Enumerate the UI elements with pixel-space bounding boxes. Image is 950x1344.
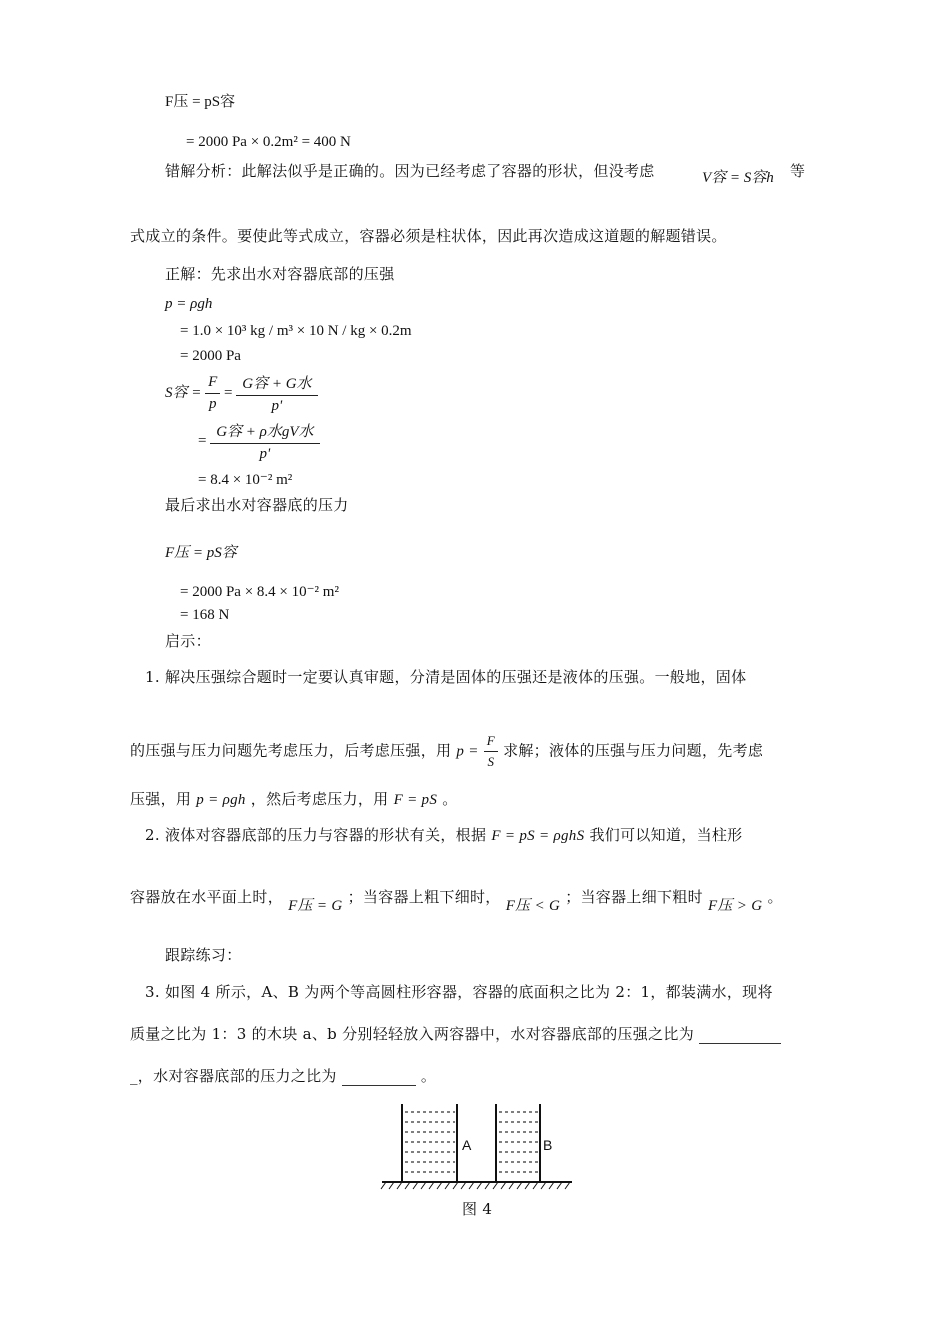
eq-area-3: = 8.4 × 10⁻² m² — [198, 472, 293, 488]
eq-force-2: = 2000 Pa × 0.2m² = 400 N — [186, 134, 351, 150]
eq-greater-g: F压 > G — [707, 898, 763, 914]
text: 。 — [767, 888, 783, 906]
hint-heading: 启示： — [165, 632, 211, 650]
text: ；当容器上细下粗时 — [565, 888, 703, 906]
eq-pressure-1: p = ρgh — [165, 296, 213, 312]
eq-ps: F = pS — [393, 792, 438, 808]
eq-area-2 — [198, 420, 320, 463]
correct-solution: 正解：先求出水对容器底部的压强 — [165, 265, 395, 283]
wrong-analysis-b: 等 — [790, 162, 806, 180]
frac-num: F — [205, 374, 220, 394]
question-3-b — [130, 1023, 781, 1044]
eq-final-1: F压 = pS容 — [165, 545, 237, 561]
eq-force-formula: F = pS = ρghS — [491, 828, 585, 844]
eq-area-1 — [165, 372, 318, 415]
fraction-f-over-p — [205, 374, 220, 413]
answer-blank-force[interactable] — [342, 1071, 416, 1086]
text: ，然后考虑压力，用 — [250, 790, 389, 808]
question-3-c — [130, 1065, 436, 1086]
fraction-f-over-s — [484, 733, 498, 770]
text: 的压强与压力问题先考虑压力，后考虑压强，用 — [130, 741, 452, 760]
text: 容器放在水平面上时， — [130, 888, 284, 906]
last-step: 最后求出水对容器底的压力 — [165, 496, 349, 514]
text: ；当容器上粗下细时， — [347, 888, 501, 906]
figure-caption: 图 4 — [462, 1200, 493, 1218]
ground-line — [381, 1182, 572, 1189]
frac-num: G容 + G水 — [236, 372, 317, 396]
tip-1-a: 1. 解决压强综合题时一定要认真审题，分清是固体的压强还是液体的压强。一般地，固体 — [145, 668, 747, 686]
answer-blank-pressure[interactable] — [699, 1029, 781, 1044]
frac-den: p — [208, 396, 217, 412]
eq-force-1: F压 = pS容 — [165, 94, 236, 110]
container-a — [402, 1104, 457, 1182]
eq-less-g: F压 < G — [505, 898, 561, 914]
tip-1-b — [130, 733, 763, 770]
equals: = — [224, 384, 233, 401]
eq-final-2: = 2000 Pa × 8.4 × 10⁻² m² — [180, 584, 339, 600]
text: _，水对容器底部的压力之比为 — [130, 1067, 337, 1085]
text: 2. 液体对容器底部的压力与容器的形状有关，根据 — [145, 826, 487, 844]
eq-pressure-2: = 1.0 × 10³ kg / m³ × 10 N / kg × 0.2m — [180, 323, 412, 339]
container-b — [496, 1104, 540, 1182]
figure-4-diagram — [378, 1100, 578, 1192]
wrong-analysis-eq: V容 = S容h — [702, 170, 774, 186]
frac-den: S — [487, 754, 495, 769]
eq-p: p = — [456, 743, 479, 760]
tip-2-b — [130, 886, 783, 914]
text: 我们可以知道，当柱形 — [589, 826, 743, 844]
tip-1-c — [130, 788, 458, 809]
eq-pressure-3: = 2000 Pa — [180, 348, 241, 364]
eq-equal-g: F压 = G — [288, 898, 343, 914]
label-a: A — [462, 1137, 472, 1153]
frac-den: p' — [271, 398, 283, 414]
fraction-gv-over-p — [210, 420, 319, 463]
follow-heading: 跟踪练习： — [165, 946, 242, 964]
wrong-analysis-a: 错解分析：此解法似乎是正确的。因为已经考虑了容器的形状，但没考虑 — [165, 162, 655, 180]
text: 压强，用 — [130, 790, 192, 808]
frac-num: G容 + ρ水gV水 — [210, 420, 319, 444]
frac-den: p' — [259, 446, 271, 462]
text: 。 — [442, 790, 458, 808]
wrong-analysis-c: 式成立的条件。要使此等式成立，容器必须是柱状体，因此再次造成这道题的解题错误。 — [130, 227, 727, 245]
equals: = — [198, 432, 207, 449]
frac-num: F — [484, 733, 498, 752]
eq-final-3: = 168 N — [180, 607, 230, 623]
fraction-g-over-p — [236, 372, 317, 415]
text: 求解；液体的压强与压力问题，先考虑 — [503, 741, 764, 760]
eq-rhogh: p = ρgh — [196, 792, 246, 808]
text: 。 — [420, 1067, 437, 1085]
label-b: B — [543, 1137, 553, 1153]
question-3-a: 3. 如图 4 所示，A、B 为两个等高圆柱形容器，容器的底面积之比为 2：1，都装满水，现将 — [145, 983, 773, 1001]
text: 质量之比为 1：3 的木块 a、b 分别轻轻放入两容器中，水对容器底部的压强之比为 — [130, 1025, 695, 1043]
area-lhs: S容 = — [165, 384, 202, 401]
tip-2-a — [145, 824, 742, 845]
